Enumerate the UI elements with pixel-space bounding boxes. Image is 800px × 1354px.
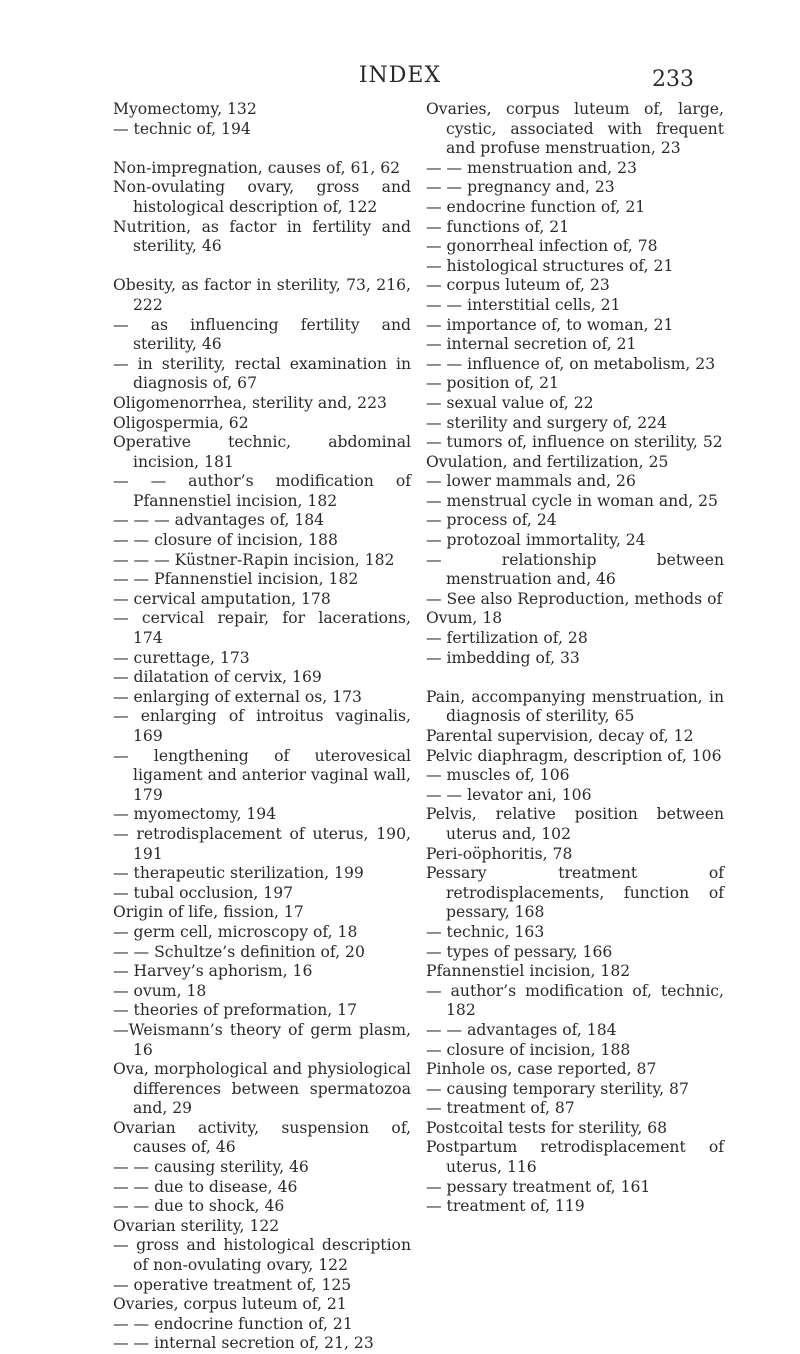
index-entry: — corpus luteum of, 23 xyxy=(426,276,610,295)
index-entry: Ova, morphological and physiological differences between spermatozoa and, 29 xyxy=(113,1060,411,1118)
index-entry: — sexual value of, 22 xyxy=(426,393,594,412)
index-entry: — lower mammals and, 26 xyxy=(426,472,636,491)
index-entry: Pelvic diaphragm, description of, 106 xyxy=(426,746,722,765)
index-entry: — retrodisplacement of uterus, 190, 191 xyxy=(113,824,411,863)
index-entry: — — interstitial cells, 21 xyxy=(426,295,621,314)
index-entry: — — advantages of, 184 xyxy=(426,1020,617,1039)
index-entry: — theories of preformation, 17 xyxy=(113,1001,358,1020)
index-entry: — — Pfannenstiel incision, 182 xyxy=(113,570,359,589)
index-entry: — histological structures of, 21 xyxy=(426,256,674,275)
index-entry: — gonorrheal infection of, 78 xyxy=(426,237,658,256)
index-entry: — germ cell, microscopy of, 18 xyxy=(113,922,358,941)
index-entry: Non-impregnation, causes of, 61, 62 xyxy=(113,158,401,177)
index-entry: — enlarging of external os, 173 xyxy=(113,687,362,706)
index-entry: — as influencing fertility and sterility, 46 xyxy=(113,315,411,354)
index-entry: Operative technic, abdominal incision, 181 xyxy=(113,433,411,471)
index-entry: — — internal secretion of, 21, 23 xyxy=(113,1334,374,1353)
index-entry: Pfannenstiel incision, 182 xyxy=(426,962,631,981)
index-entry: — author’s modification of, technic, 182 xyxy=(426,981,724,1020)
index-entry: Origin of life, fission, 17 xyxy=(113,903,304,922)
index-entry: Pain, accompanying menstruation, in diagnosis of sterility, 65 xyxy=(426,687,724,726)
index-entry: — enlarging of introitus vaginalis, 169 xyxy=(113,707,411,745)
index-entry: — lengthening of uterovesical ligament and anterior vaginal wall, 179 xyxy=(113,746,411,804)
index-entry: — causing temporary sterility, 87 xyxy=(426,1079,689,1098)
index-entry: — dilatation of cervix, 169 xyxy=(113,668,322,687)
index-entry: Ovarian activity, suspension of, causes of, 46 xyxy=(113,1118,411,1157)
index-entry: — See also Reproduction, methods of xyxy=(426,589,723,608)
index-entry: — — author’s modification of Pfannenstiel incision, 182 xyxy=(113,472,411,510)
index-entry: — — Schultze’s definition of, 20 xyxy=(113,942,365,961)
index-entry: Non-ovulating ovary, gross and histological description of, 122 xyxy=(113,178,411,216)
page-number: 233 xyxy=(652,67,694,92)
index-entry: — myomectomy, 194 xyxy=(113,805,277,824)
index-entry: — muscles of, 106 xyxy=(426,766,570,785)
index-entry: Oligospermia, 62 xyxy=(113,413,249,432)
page-header xyxy=(0,62,800,96)
index-column-left xyxy=(113,100,411,1354)
index-entry: — cervical amputation, 178 xyxy=(113,589,331,608)
index-entry: — — due to disease, 46 xyxy=(113,1177,298,1196)
page-title: INDEX xyxy=(358,63,442,88)
index-entry: — sterility and surgery of, 224 xyxy=(426,413,667,432)
index-entry: — — levator ani, 106 xyxy=(426,785,592,804)
index-entry: — process of, 24 xyxy=(426,511,557,530)
index-entry: — treatment of, 119 xyxy=(426,1197,585,1216)
index-entry: — operative treatment of, 125 xyxy=(113,1275,352,1294)
index-entry: Nutrition, as factor in fertility and sterility, 46 xyxy=(113,217,411,256)
index-entry: Oligomenorrhea, sterility and, 223 xyxy=(113,393,387,412)
index-entry: — internal secretion of, 21 xyxy=(426,335,637,354)
index-column-right xyxy=(426,100,724,1217)
index-entry: — therapeutic sterilization, 199 xyxy=(113,864,364,883)
index-entry: Postcoital tests for sterility, 68 xyxy=(426,1118,668,1137)
index-entry: — position of, 21 xyxy=(426,374,559,393)
index-entry: Ovaries, corpus luteum of, large, cystic, associated with frequent and profuse menstruation, 23 xyxy=(426,100,724,158)
index-entry: Postpartum retrodisplacement of uterus, 116 xyxy=(426,1138,724,1177)
index-entry: Ovarian sterility, 122 xyxy=(113,1216,280,1235)
index-entry: — protozoal immortality, 24 xyxy=(426,531,646,550)
index-entry: Obesity, as factor in sterility, 73, 216, 222 xyxy=(113,276,411,314)
index-entry: — — — advantages of, 184 xyxy=(113,511,325,530)
index-entry: Peri-oöphoritis, 78 xyxy=(426,844,573,863)
index-entry: — ovum, 18 xyxy=(113,981,207,1000)
index-entry: — menstrual cycle in woman and, 25 xyxy=(426,491,718,510)
index-entry: Parental supervision, decay of, 12 xyxy=(426,727,694,745)
index-entry: — curettage, 173 xyxy=(113,648,250,667)
index-entry: — — closure of incision, 188 xyxy=(113,531,338,550)
index-entry: Ovum, 18 xyxy=(426,609,503,628)
index-entry: — relationship between menstruation and, 46 xyxy=(426,550,724,589)
index-entry: — closure of incision, 188 xyxy=(426,1040,631,1059)
index-entry: — — endocrine function of, 21 xyxy=(113,1314,353,1333)
index-entry: — — menstruation and, 23 xyxy=(426,158,637,177)
index-entry: Pessary treatment of retrodisplacements, function of pessary, 168 xyxy=(426,864,724,922)
index-entry: Ovulation, and fertilization, 25 xyxy=(426,452,669,471)
index-entry: — gross and histological description of non-ovulating ovary, 122 xyxy=(113,1236,411,1275)
index-entry: — endocrine function of, 21 xyxy=(426,197,646,216)
index-entry: Pelvis, relative position between uterus and, 102 xyxy=(426,805,724,843)
index-entry: Myomectomy, 132 xyxy=(113,100,257,118)
index-entry: — in sterility, rectal examination in diagnosis of, 67 xyxy=(113,354,411,393)
index-entry: — cervical repair, for lacerations, 174 xyxy=(113,609,411,648)
index-entry: — fertilization of, 28 xyxy=(426,629,588,648)
index-entry: — — influence of, on metabolism, 23 xyxy=(426,354,716,373)
index-entry: Ovaries, corpus luteum of, 21 xyxy=(113,1295,347,1314)
index-entry: — technic, 163 xyxy=(426,922,545,941)
index-entry: — importance of, to woman, 21 xyxy=(426,315,674,334)
index-entry: — Harvey’s aphorism, 16 xyxy=(113,962,313,981)
index-entry: — treatment of, 87 xyxy=(426,1099,575,1118)
index-entry: — tubal occlusion, 197 xyxy=(113,883,294,902)
index-entry: — technic of, 194 xyxy=(113,119,251,138)
index-entry: — — pregnancy and, 23 xyxy=(426,178,615,197)
index-entry: — — due to shock, 46 xyxy=(113,1197,285,1216)
index-entry: — pessary treatment of, 161 xyxy=(426,1177,651,1196)
index-entry: — — causing sterility, 46 xyxy=(113,1158,309,1177)
index-entry: — tumors of, influence on sterility, 52 xyxy=(426,433,723,452)
index-entry: Pinhole os, case reported, 87 xyxy=(426,1060,657,1079)
index-entry: — imbedding of, 33 xyxy=(426,648,580,667)
index-entry: — — — Küstner-Rapin incision, 182 xyxy=(113,550,395,569)
index-entry: —Weismann’s theory of germ plasm, 16 xyxy=(113,1020,411,1059)
index-entry: — functions of, 21 xyxy=(426,217,570,236)
index-entry: — types of pessary, 166 xyxy=(426,942,613,961)
